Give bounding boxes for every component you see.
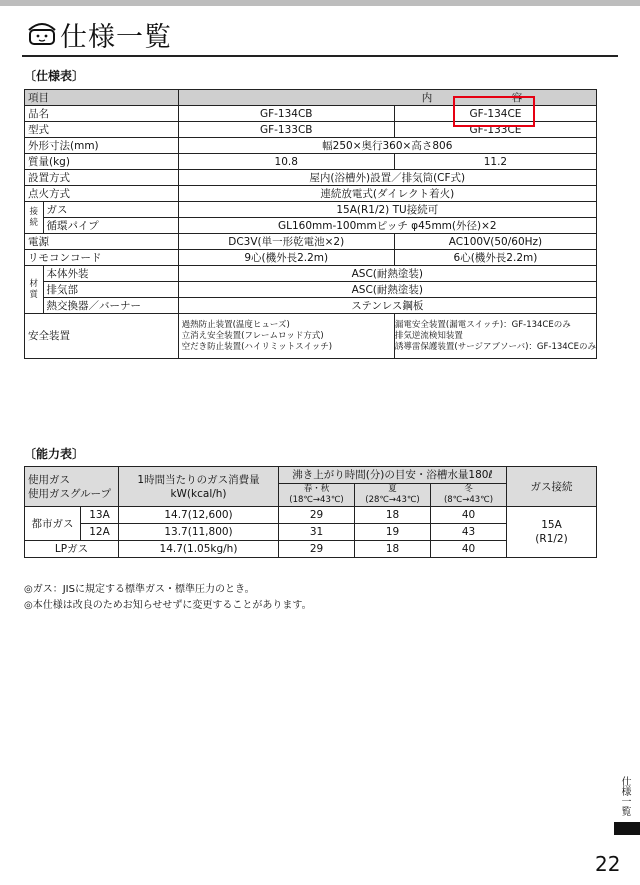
- cell-value: 9心(機外長2.2m): [178, 250, 394, 266]
- season-range: (28℃→43℃): [365, 495, 420, 505]
- safety-left: [178, 314, 394, 359]
- time-header: 沸き上がり時間(分)の目安・浴槽水量180ℓ: [279, 467, 507, 484]
- spec-row-safety: [25, 314, 597, 359]
- group-label: 材質: [25, 266, 44, 314]
- row-label: 品名: [25, 106, 179, 122]
- time-value: 43: [431, 524, 507, 541]
- page-number: 22: [595, 852, 621, 876]
- capacity-heading: 〔能力表〕: [24, 447, 85, 461]
- capacity-table: [24, 466, 597, 558]
- spec-row-dimensions: [25, 138, 597, 154]
- page-header: [26, 14, 172, 54]
- note-line: ◎ガス：JISに規定する標準ガス・標準圧力のとき。: [24, 584, 255, 595]
- side-tab-label: 仕様一覧: [619, 776, 630, 816]
- spec-row-mass: [25, 154, 597, 170]
- consumption-header-line: kW(kcal/h): [170, 487, 227, 500]
- season-name: 冬: [464, 484, 473, 494]
- consumption-header-line: 1時間当たりのガス消費量: [137, 473, 260, 486]
- cell-value: 11.2: [394, 154, 596, 170]
- spec-row-material-burner: [25, 298, 597, 314]
- consumption-value: 14.7(12,600): [119, 507, 279, 524]
- gas-header-line: 使用ガスグループ: [28, 487, 112, 500]
- connection-line: (R1/2): [535, 533, 568, 545]
- row-label: 設置方式: [25, 170, 179, 186]
- notes: [24, 582, 312, 614]
- spec-row-ignition: [25, 186, 597, 202]
- season-range: (18℃→43℃): [289, 495, 344, 505]
- gas-header: [25, 467, 119, 507]
- row-label: 熱交換器／バーナー: [43, 298, 178, 314]
- time-value: 40: [431, 507, 507, 524]
- row-label: 質量(kg): [25, 154, 179, 170]
- season-winter: [431, 484, 507, 507]
- capacity-row-13a: [25, 507, 597, 524]
- row-label: 循環パイプ: [43, 218, 178, 234]
- safety-item: 誘導雷保護装置(サージアブソーバ)：GF-134CEのみ: [394, 341, 596, 352]
- row-label: リモコンコード: [25, 250, 179, 266]
- item-header: 項目: [28, 91, 49, 104]
- spec-row-material-exterior: [25, 266, 597, 282]
- cell-value: GF-133CE: [394, 122, 596, 138]
- spec-table: [24, 89, 597, 359]
- spec-heading: 〔仕様表〕: [24, 69, 85, 83]
- gas-group: LPガス: [25, 541, 119, 558]
- time-value: 29: [279, 541, 355, 558]
- safety-item: 排気逆流検知装置: [394, 330, 463, 341]
- top-bar: [0, 0, 640, 6]
- group-label: 接続: [25, 202, 44, 234]
- row-label: 型式: [25, 122, 179, 138]
- time-value: 40: [431, 541, 507, 558]
- consumption-value: 13.7(11,800): [119, 524, 279, 541]
- connection-value: [507, 507, 597, 558]
- spec-row-gas: [25, 202, 597, 218]
- consumption-header: [119, 467, 279, 507]
- time-value: 19: [355, 524, 431, 541]
- cell-value: 6心(機外長2.2m): [394, 250, 596, 266]
- safety-item: 漏電安全装置(漏電スイッチ)：GF-134CEのみ: [394, 319, 571, 330]
- season-range: (8℃→43℃): [443, 495, 494, 505]
- spec-row-remote-cord: [25, 250, 597, 266]
- content-header-b: 容: [511, 91, 523, 104]
- gas-header-line: 使用ガス: [28, 473, 70, 486]
- safety-item: 過熱防止装置(温度ヒューズ): [181, 319, 290, 330]
- safety-right: [394, 314, 596, 359]
- cell-value: 連続放電式(ダイレクト着火): [178, 186, 596, 202]
- side-tab-marker: [614, 822, 640, 835]
- gas-group: 12A: [81, 524, 119, 541]
- safety-item: 立消え安全装置(フレームロッド方式): [181, 330, 324, 341]
- cell-value: 15A(R1/2) TU接続可: [178, 202, 596, 218]
- cell-value: 幅250×奥行360×高さ806: [178, 138, 596, 154]
- spec-row-power: [25, 234, 597, 250]
- consumption-value: 14.7(1.05kg/h): [119, 541, 279, 558]
- season-spring-autumn: [279, 484, 355, 507]
- city-gas-label: 都市ガス: [25, 507, 81, 541]
- cell-value: DC3V(単一形乾電池×2): [178, 234, 394, 250]
- title-underline: [22, 55, 618, 57]
- note-line: ◎本仕様は改良のためお知らせせずに変更することがあります。: [24, 600, 312, 611]
- time-value: 18: [355, 507, 431, 524]
- cell-value: ステンレス鋼板: [178, 298, 596, 314]
- spec-row-install: [25, 170, 597, 186]
- safety-item: 空だき防止装置(ハイリミットスイッチ): [181, 341, 333, 352]
- cell-value: ASC(耐熱塗装): [178, 282, 596, 298]
- row-label: 電源: [25, 234, 179, 250]
- cell-value: ASC(耐熱塗装): [178, 266, 596, 282]
- row-label: 安全装置: [25, 314, 179, 359]
- row-label: 排気部: [43, 282, 178, 298]
- cell-value: 10.8: [178, 154, 394, 170]
- spec-row-circulation: [25, 218, 597, 234]
- capacity-header-row: [25, 467, 597, 484]
- gas-group: 13A: [81, 507, 119, 524]
- time-value: 18: [355, 541, 431, 558]
- cell-value: GF-134CE: [394, 106, 596, 122]
- cell-value: AC100V(50/60Hz): [394, 234, 596, 250]
- highlight-box: [453, 96, 535, 127]
- time-value: 29: [279, 507, 355, 524]
- cell-value: GL160mm-100mmピッチ φ45mm(外径)×2: [178, 218, 596, 234]
- connection-line: 15A: [541, 519, 562, 531]
- connection-header: ガス接続: [507, 467, 597, 507]
- row-label: ガス: [43, 202, 178, 218]
- cell-value: GF-134CB: [178, 106, 394, 122]
- cell-value: GF-133CB: [178, 122, 394, 138]
- cell-value: 屋内(浴槽外)設置／排気筒(CF式): [178, 170, 596, 186]
- season-name: 夏: [388, 484, 397, 494]
- page-title: 仕様一覧: [60, 21, 172, 53]
- bath-tub-icon: [26, 20, 58, 48]
- spec-row-material-exhaust: [25, 282, 597, 298]
- time-value: 31: [279, 524, 355, 541]
- row-label: 外形寸法(mm): [25, 138, 179, 154]
- row-label: 本体外装: [43, 266, 178, 282]
- season-name: 春・秋: [303, 484, 330, 494]
- content-header-a: 内: [421, 91, 433, 104]
- row-label: 点火方式: [25, 186, 179, 202]
- season-summer: [355, 484, 431, 507]
